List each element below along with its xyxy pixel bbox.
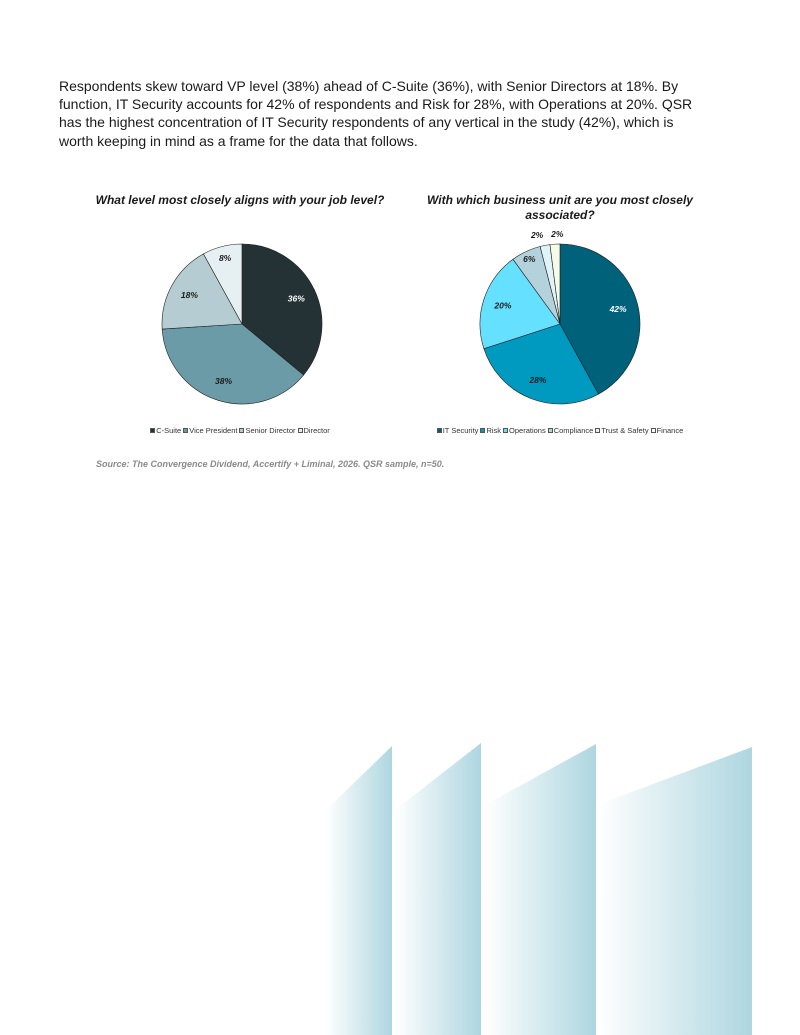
legend-label-compliance: Compliance [553, 426, 594, 435]
legend-label-director: Director [303, 426, 330, 435]
data-label-it-security: 42% [609, 304, 627, 315]
source-note: Source: The Convergence Dividend, Accertify + Liminal, 2026. QSR sample, n=50. [96, 459, 445, 469]
data-label-finance: 2% [551, 228, 564, 239]
data-label-risk: 28% [529, 374, 547, 385]
data-label-c-suite: 36% [287, 293, 305, 304]
legend-label-risk: Risk [486, 426, 502, 435]
decor-panel-2 [395, 743, 481, 1035]
data-label-vice-president: 38% [214, 376, 233, 387]
data-label-compliance: 6% [523, 253, 536, 264]
decor-panel-4 [597, 747, 752, 1035]
intro-paragraph: Respondents skew toward VP level (38%) ahead of C-Suite (36%), with Senior Directors at 18%. By function, IT Security accounts for 42% of respondents and Risk for 28%, with Operations at 20%. QSR has the highest concentration of IT Security respondents of any vertical in the study (42%), which is worth keeping in mind as a frame for the data that follows. [59, 78, 693, 149]
legend-label-c-suite: C-Suite [156, 426, 182, 435]
data-label-operations: 20% [494, 300, 512, 311]
decor-panel-1 [326, 746, 392, 1035]
legend-label-it-security: IT Security [442, 426, 479, 435]
data-label-director: 8% [218, 253, 232, 264]
business-unit-chart-title: With which business unit are you most closely associated? [427, 193, 693, 222]
data-label-trust-and-safety: 2% [530, 230, 544, 241]
job-level-chart-title: What level most closely aligns with your job level? [95, 193, 385, 207]
legend-label-trust-and-safety: Trust & Safety [601, 426, 649, 435]
decor-panel-3 [485, 744, 596, 1035]
legend-label-operations: Operations [509, 426, 546, 435]
legend-label-finance: Finance [656, 426, 684, 435]
data-label-senior-director: 18% [180, 290, 198, 301]
legend-label-vice-president: Vice President [189, 426, 238, 435]
legend-label-senior-director: Senior Director [245, 426, 296, 435]
